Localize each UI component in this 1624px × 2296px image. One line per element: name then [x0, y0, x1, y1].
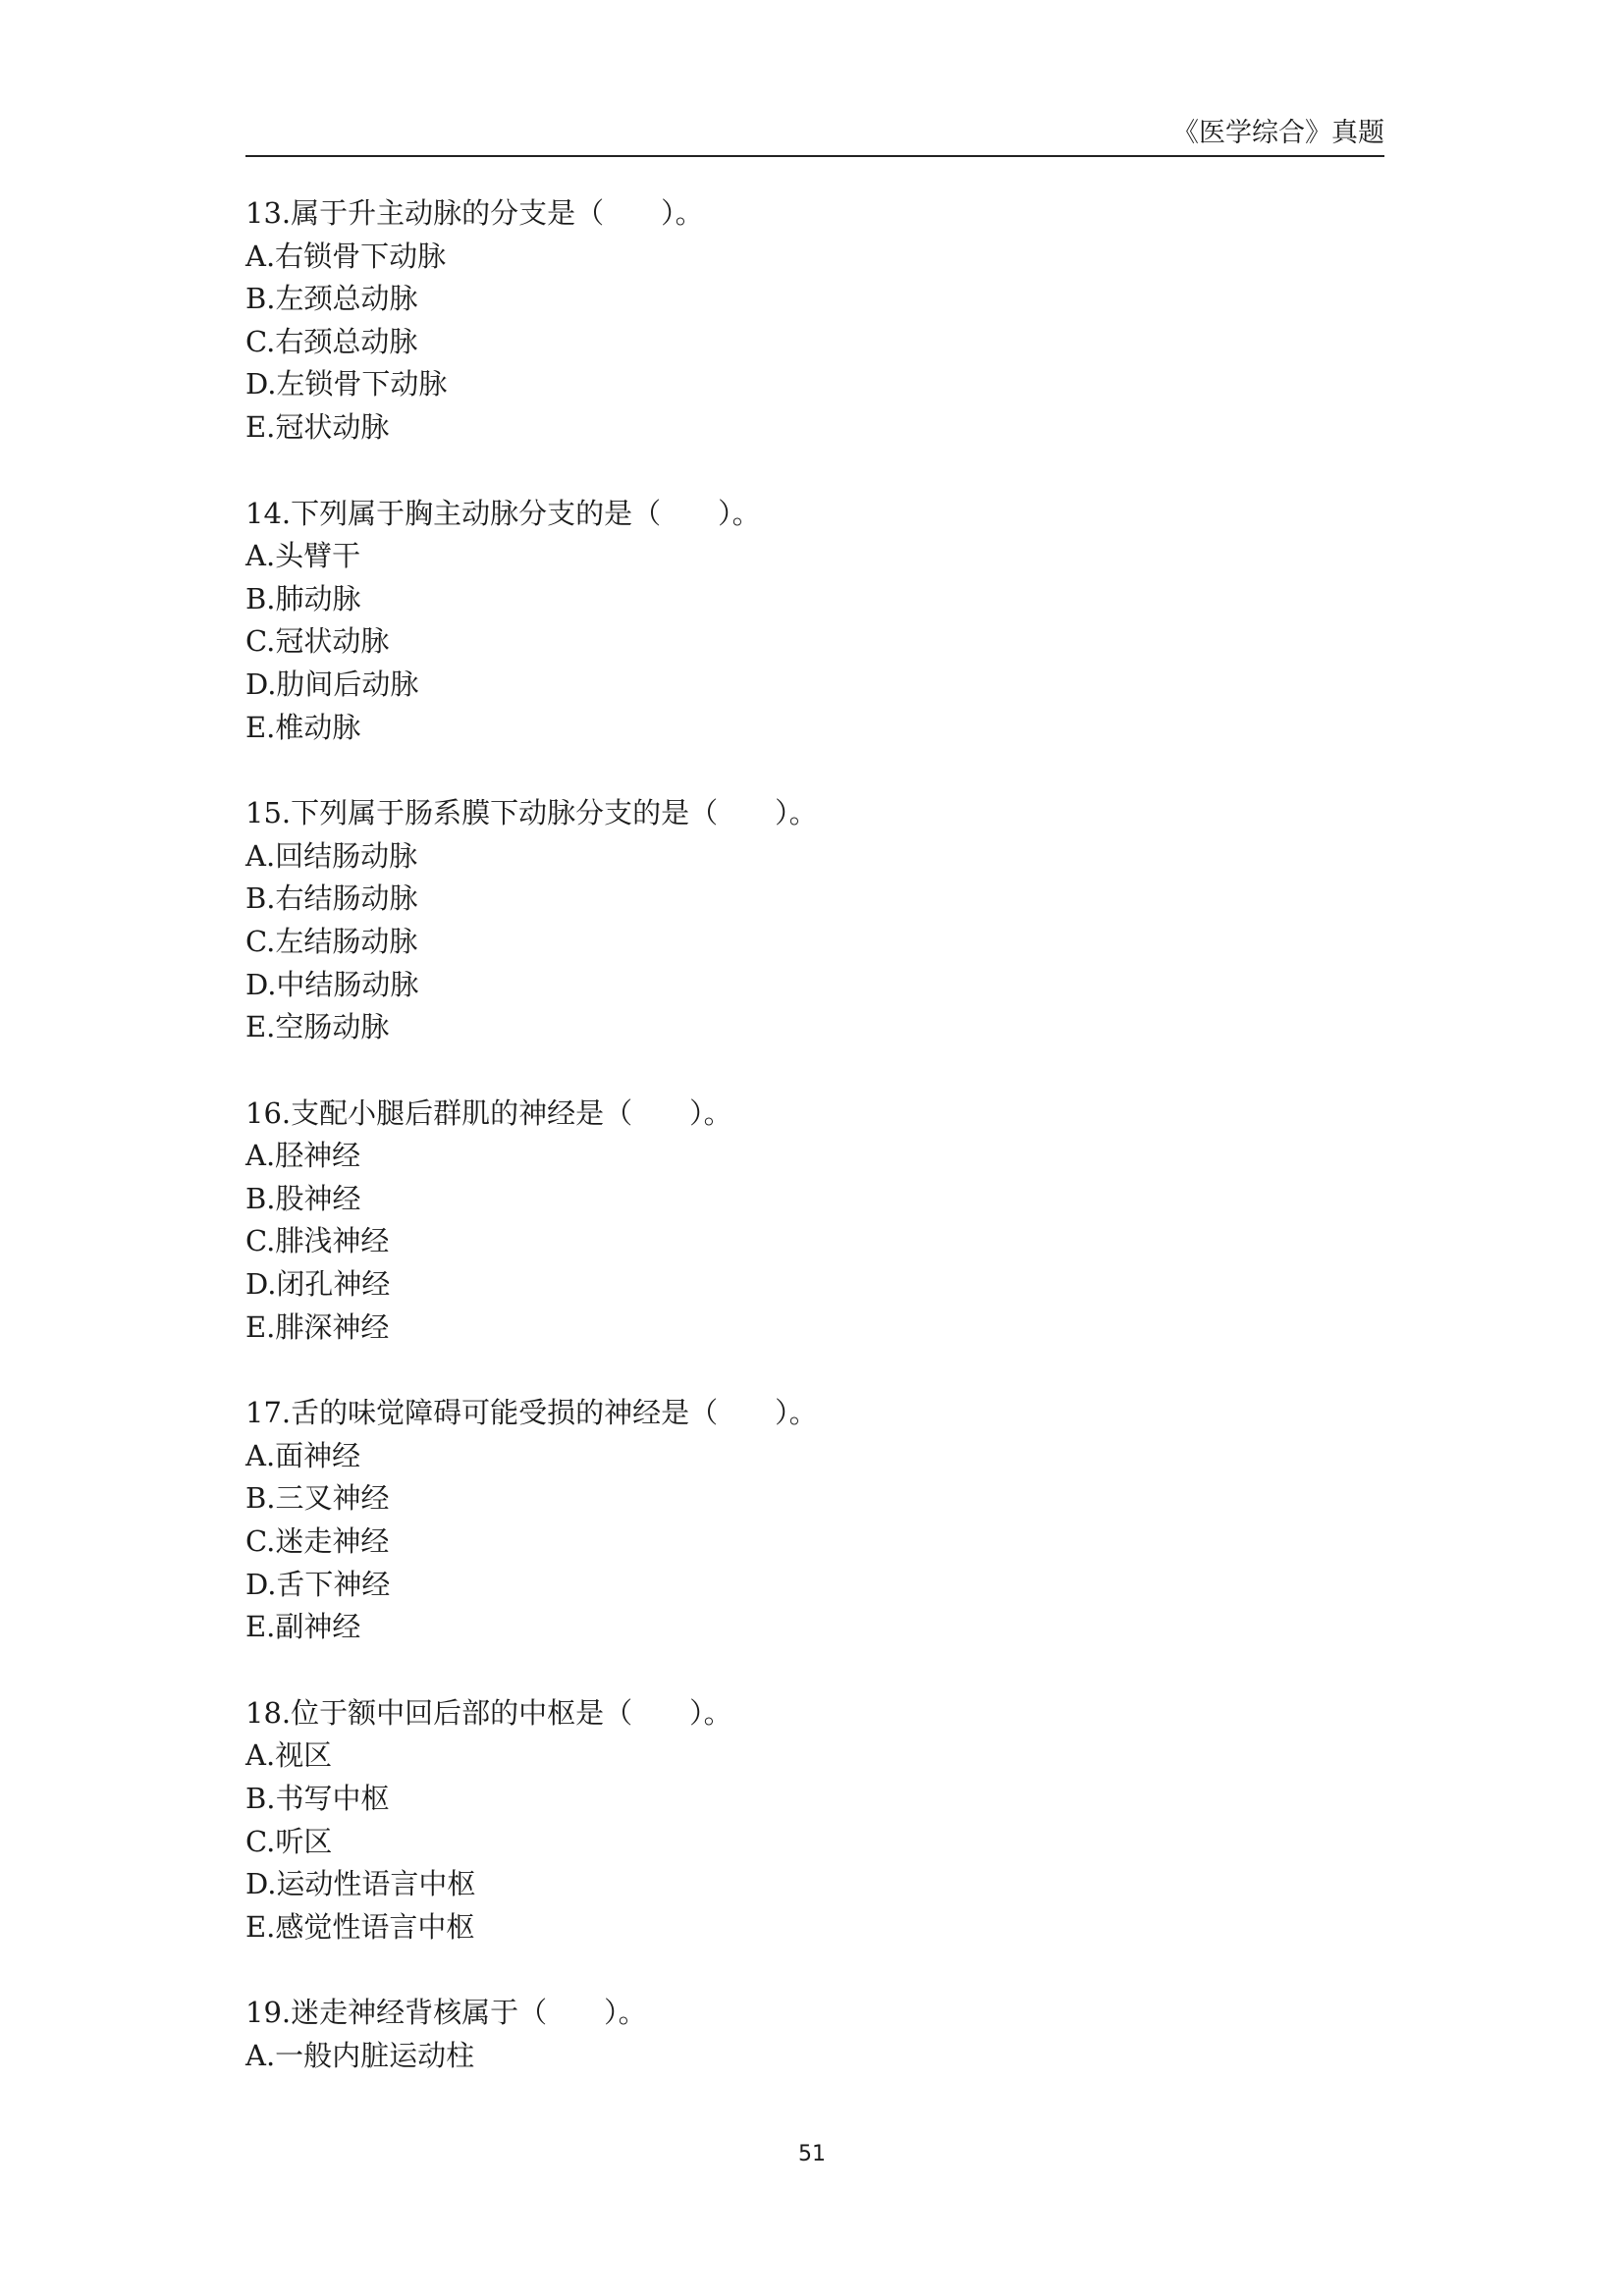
- question-option: E.冠状动脉: [245, 409, 390, 444]
- question-option: A.头臂干: [245, 539, 361, 573]
- question-stem: 18.位于额中回后部的中枢是（ ）。: [245, 1695, 732, 1730]
- question-option: E.空肠动脉: [245, 1010, 390, 1044]
- question-option: D.中结肠动脉: [245, 967, 419, 1001]
- question-option: C.冠状动脉: [245, 624, 390, 659]
- question-option: B.肺动脉: [245, 581, 361, 615]
- question-block: [245, 1992, 1384, 2077]
- question-stem: 15.下列属于肠系膜下动脉分支的是（ ）。: [245, 796, 818, 830]
- question-option: B.股神经: [245, 1181, 361, 1215]
- question-option: C.听区: [245, 1824, 333, 1858]
- question-stem: 19.迷走神经背核属于（ ）。: [245, 1996, 647, 2030]
- question-option: A.右锁骨下动脉: [245, 239, 447, 273]
- question-option: A.回结肠动脉: [245, 838, 418, 873]
- question-block: [245, 493, 1384, 750]
- question-option: B.三叉神经: [245, 1481, 390, 1516]
- question-stem: 13.属于升主动脉的分支是（ ）。: [245, 196, 704, 230]
- question-block: [245, 1093, 1384, 1350]
- question-option: B.书写中枢: [245, 1782, 390, 1815]
- question-option: D.闭孔神经: [245, 1267, 391, 1302]
- question-stem: 14.下列属于胸主动脉分支的是（ ）。: [245, 496, 761, 530]
- question-option: D.肋间后动脉: [245, 667, 419, 701]
- question-option: A.面神经: [245, 1438, 361, 1472]
- question-stem: 16.支配小腿后群肌的神经是（ ）。: [245, 1095, 732, 1130]
- question-option: D.运动性语言中枢: [245, 1867, 476, 1901]
- question-option: E.腓深神经: [245, 1309, 390, 1344]
- question-option: C.腓浅神经: [245, 1224, 390, 1258]
- header-title: 《医学综合》真题: [1172, 118, 1384, 148]
- question-option: B.右结肠动脉: [245, 881, 418, 916]
- question-option: C.右颈总动脉: [245, 324, 418, 358]
- question-list: [245, 192, 1384, 2121]
- question-block: [245, 1392, 1384, 1649]
- question-option: D.舌下神经: [245, 1567, 391, 1601]
- question-block: [245, 1692, 1384, 1949]
- page-number: 51: [798, 2142, 826, 2166]
- question-option: C.左结肠动脉: [245, 924, 418, 958]
- question-option: B.左颈总动脉: [245, 282, 418, 316]
- question-option: A.视区: [245, 1738, 333, 1773]
- page-header: [245, 114, 1384, 157]
- question-option: C.迷走神经: [245, 1524, 390, 1559]
- question-option: A.胫神经: [245, 1139, 361, 1173]
- question-option: E.椎动脉: [245, 710, 361, 744]
- question-stem: 17.舌的味觉障碍可能受损的神经是（ ）。: [245, 1396, 818, 1430]
- question-option: E.感觉性语言中枢: [245, 1909, 475, 1944]
- question-block: [245, 792, 1384, 1049]
- question-block: [245, 192, 1384, 450]
- question-option: D.左锁骨下动脉: [245, 367, 448, 401]
- question-option: A.一般内脏运动柱: [245, 2038, 475, 2072]
- question-option: E.副神经: [245, 1610, 361, 1644]
